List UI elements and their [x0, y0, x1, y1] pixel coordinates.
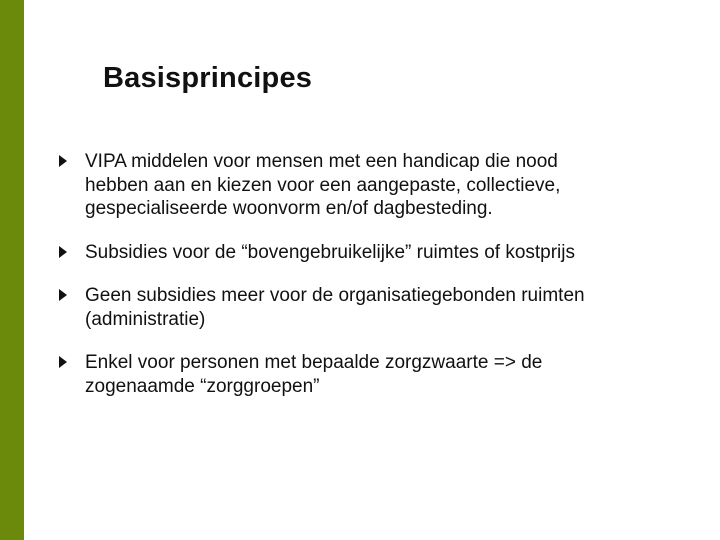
accent-side-bar	[0, 0, 24, 540]
triangle-right-icon	[58, 154, 68, 168]
bullet-line: Subsidies voor de “bovengebruikelijke” ruimtes of kostprijs	[85, 241, 576, 263]
bullet-list	[58, 150, 688, 398]
bullet-line: zogenaamde “zorggroepen”	[85, 375, 320, 397]
triangle-right-icon	[58, 355, 68, 369]
triangle-right-icon	[58, 288, 68, 302]
bullet-line: (administratie)	[85, 308, 206, 330]
bullet-item	[58, 351, 688, 398]
bullet-line: VIPA middelen voor mensen met een handicap die nood	[85, 151, 558, 172]
bullet-item	[58, 284, 688, 331]
bullet-line: Geen subsidies meer voor de organisatiegebonden ruimten	[85, 285, 585, 306]
bullet-item	[58, 241, 688, 265]
bullet-line: hebben aan en kiezen voor een aangepaste, collectieve,	[85, 174, 561, 196]
bullet-item	[58, 150, 688, 221]
bullet-line: gespecialiseerde woonvorm en/of dagbesteding.	[85, 198, 493, 219]
triangle-right-icon	[58, 245, 68, 259]
bullet-line: Enkel voor personen met bepaalde zorgzwaarte => de	[85, 352, 543, 373]
slide-title: Basisprincipes	[103, 62, 313, 94]
